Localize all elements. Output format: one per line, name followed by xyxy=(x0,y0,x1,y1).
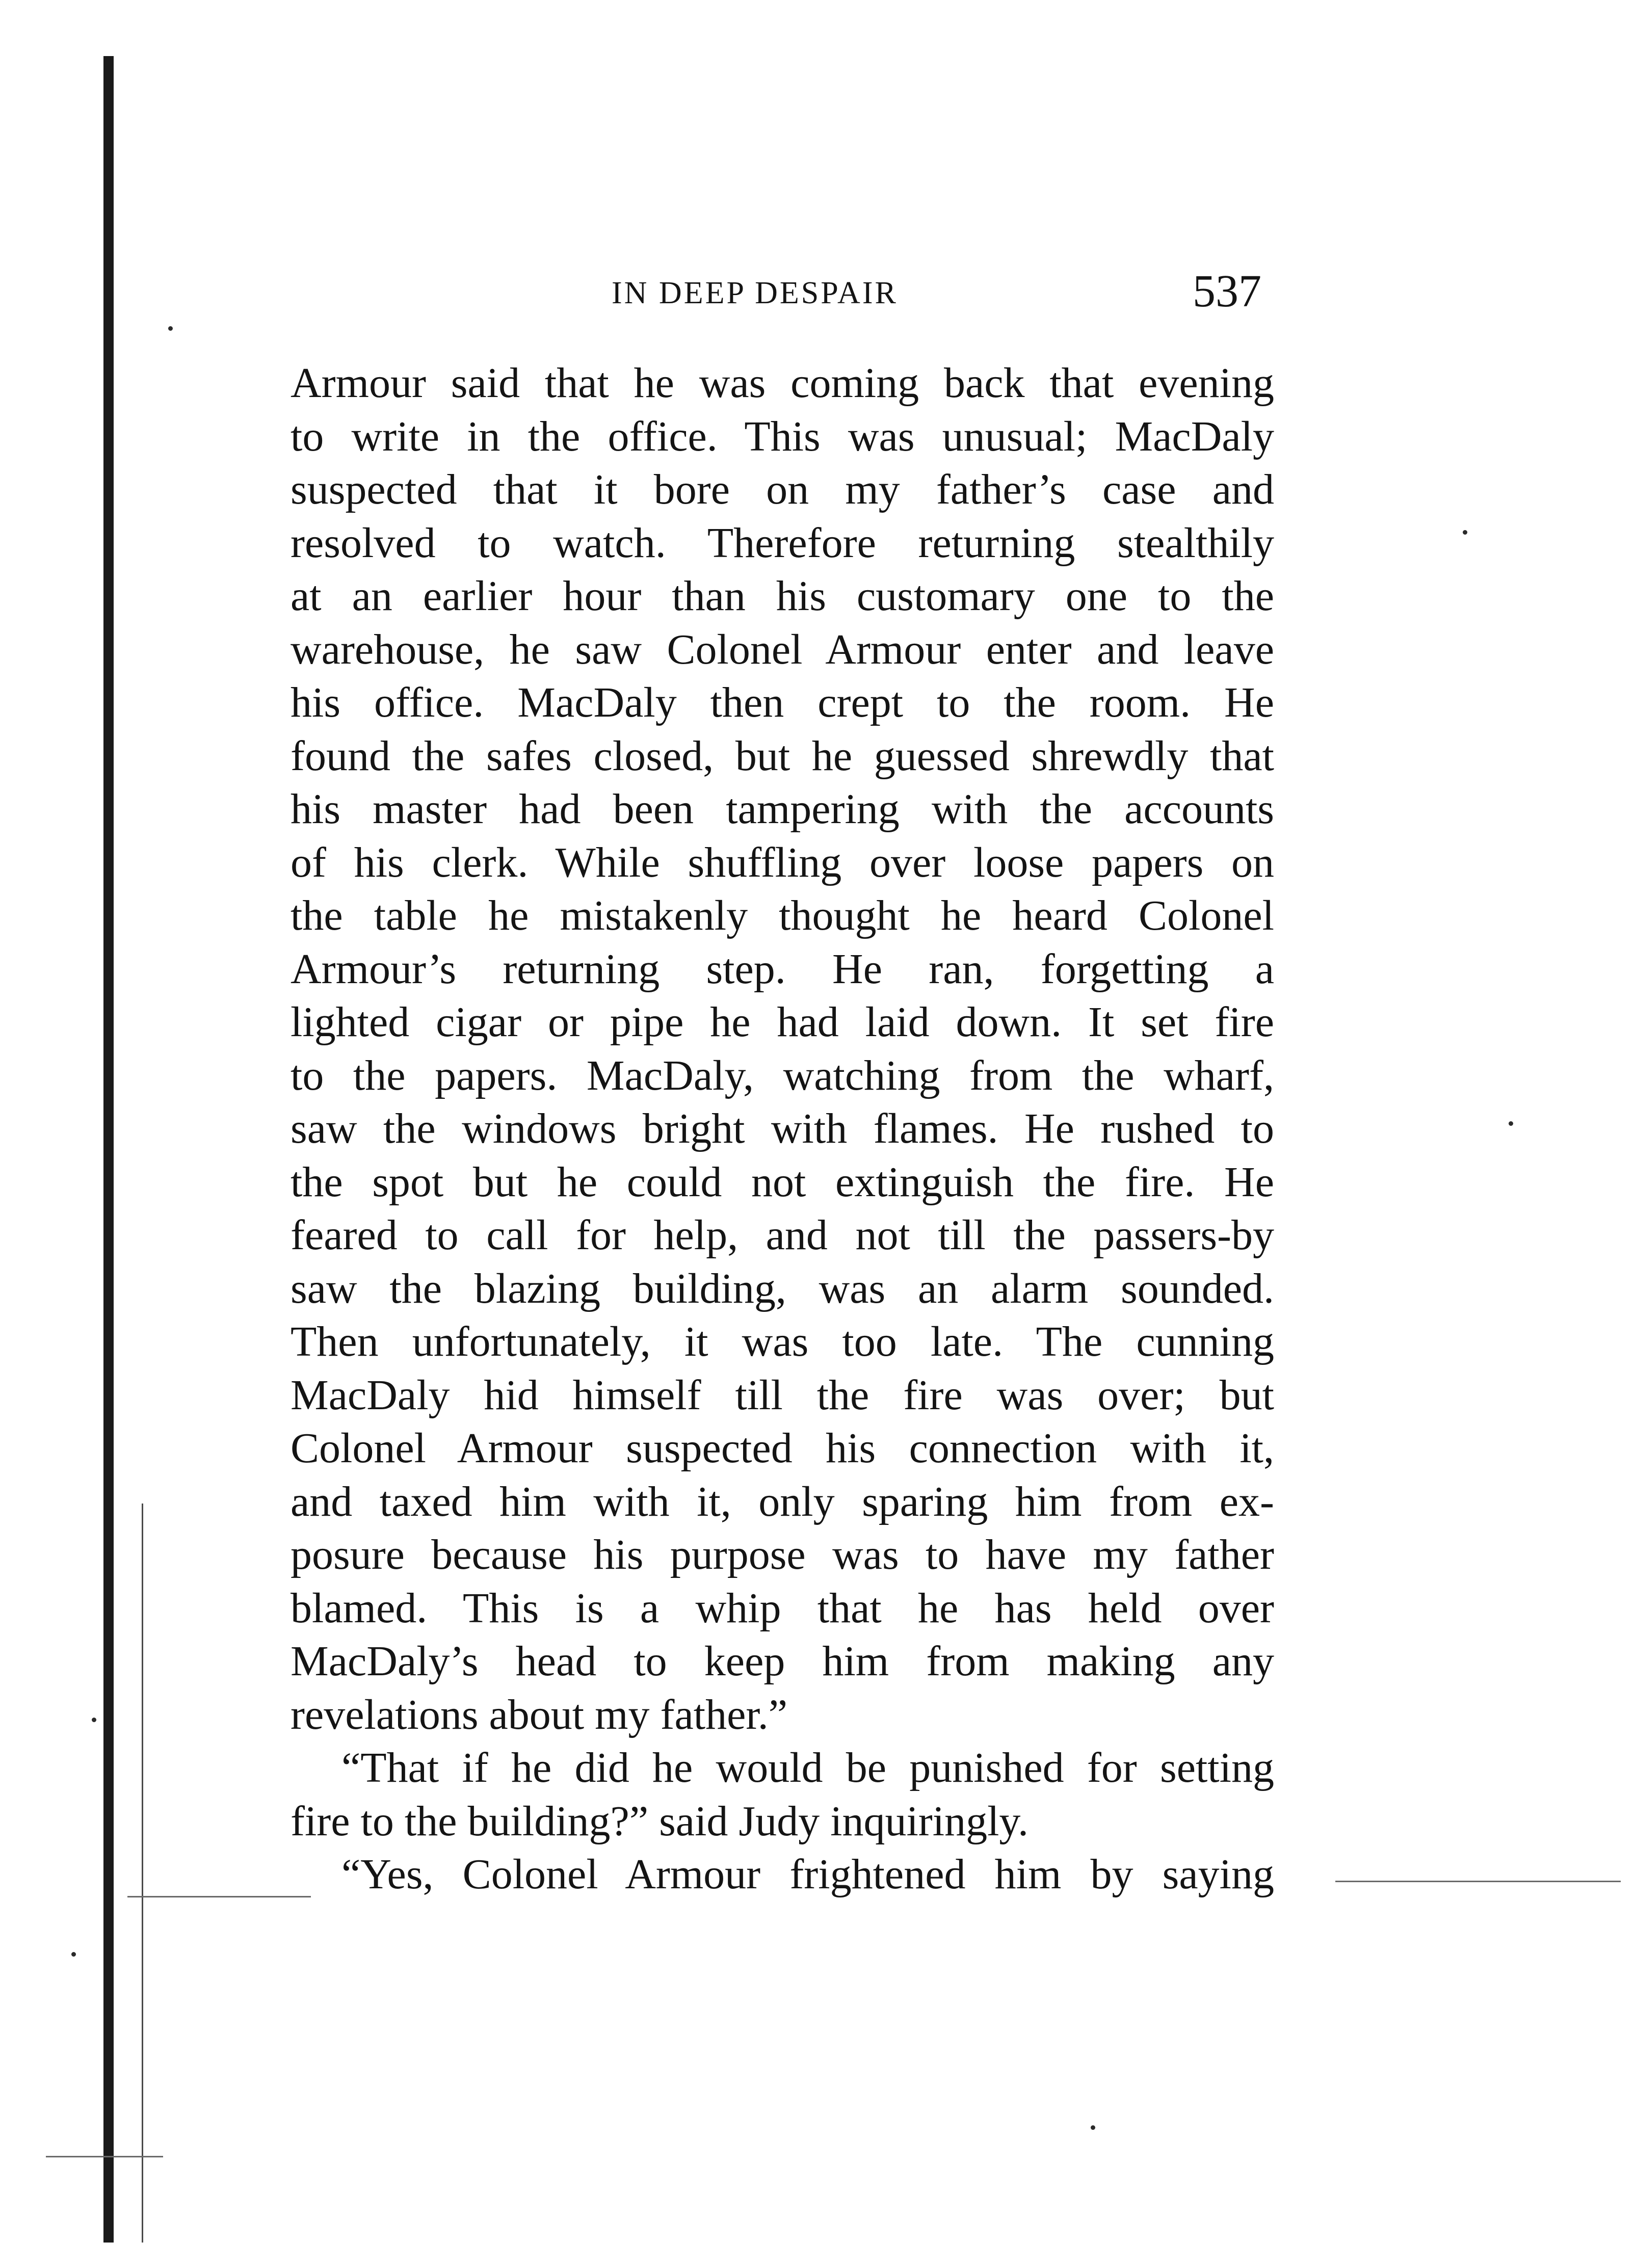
text-line: saw the windows bright with flames. He rushed to xyxy=(291,1105,1274,1152)
text-line: Armour’s returning step. He ran, forgetting a xyxy=(291,945,1274,993)
text-line: saw the blazing building, was an alarm sounded. xyxy=(291,1264,1274,1312)
scan-speck xyxy=(1463,530,1467,535)
text-line: his master had been tampering with the accounts xyxy=(291,785,1274,833)
text-line: “That if he did he would be punished for setting xyxy=(341,1744,1274,1791)
body-text xyxy=(291,357,1274,1902)
text-line: suspected that it bore on my father’s case and xyxy=(291,466,1274,513)
text-line: of his clerk. While shuffling over loose papers on xyxy=(291,838,1274,886)
scan-rule-left xyxy=(127,1896,311,1897)
scan-speck xyxy=(1091,2125,1095,2130)
text-line: the table he mistakenly thought he heard Colonel xyxy=(291,892,1274,939)
binding-gutter-line-thin xyxy=(142,1504,143,2243)
text-line: at an earlier hour than his customary one to the xyxy=(291,572,1274,620)
text-line: “Yes, Colonel Armour frightened him by saying xyxy=(341,1851,1274,1898)
text-line: found the safes closed, but he guessed shrewdly that xyxy=(291,732,1274,780)
text-line: Then unfortunately, it was too late. The cunning xyxy=(291,1318,1274,1365)
scan-speck xyxy=(168,326,173,331)
text-line: lighted cigar or pipe he had laid down. It set fire xyxy=(291,998,1274,1046)
text-line: to the papers. MacDaly, watching from the wharf, xyxy=(291,1051,1274,1099)
text-line: fire to the building?” said Judy inquiringly. xyxy=(291,1797,1029,1845)
scan-speck xyxy=(71,1952,76,1957)
scan-rule-right xyxy=(1335,1881,1621,1882)
text-line: revelations about my father.” xyxy=(291,1691,787,1738)
scan-speck xyxy=(1509,1121,1513,1126)
binding-gutter-line xyxy=(103,56,114,2243)
text-line: his office. MacDaly then crept to the room. He xyxy=(291,679,1274,726)
text-line: Armour said that he was coming back that evening xyxy=(291,359,1274,407)
text-line: warehouse, he saw Colonel Armour enter and leave xyxy=(291,625,1274,673)
text-line: resolved to watch. Therefore returning stealthily xyxy=(291,519,1274,567)
text-line: and taxed him with it, only sparing him from ex- xyxy=(291,1478,1274,1525)
page-number: 537 xyxy=(1193,266,1261,317)
text-line: MacDaly’s head to keep him from making any xyxy=(291,1638,1274,1685)
text-line: the spot but he could not extinguish the fire. He xyxy=(291,1158,1274,1206)
text-line: posure because his purpose was to have my father xyxy=(291,1531,1274,1578)
scan-rule-bottom xyxy=(46,2156,163,2157)
text-line: feared to call for help, and not till the passers-by xyxy=(291,1211,1274,1259)
scan-speck xyxy=(92,1718,96,1722)
text-line: blamed. This is a whip that he has held over xyxy=(291,1584,1274,1632)
text-line: to write in the office. This was unusual; MacDaly xyxy=(291,412,1274,460)
running-title: IN DEEP DESPAIR xyxy=(612,276,898,310)
text-line: MacDaly hid himself till the fire was over; but xyxy=(291,1371,1274,1419)
text-line: Colonel Armour suspected his connection with it, xyxy=(291,1425,1274,1472)
